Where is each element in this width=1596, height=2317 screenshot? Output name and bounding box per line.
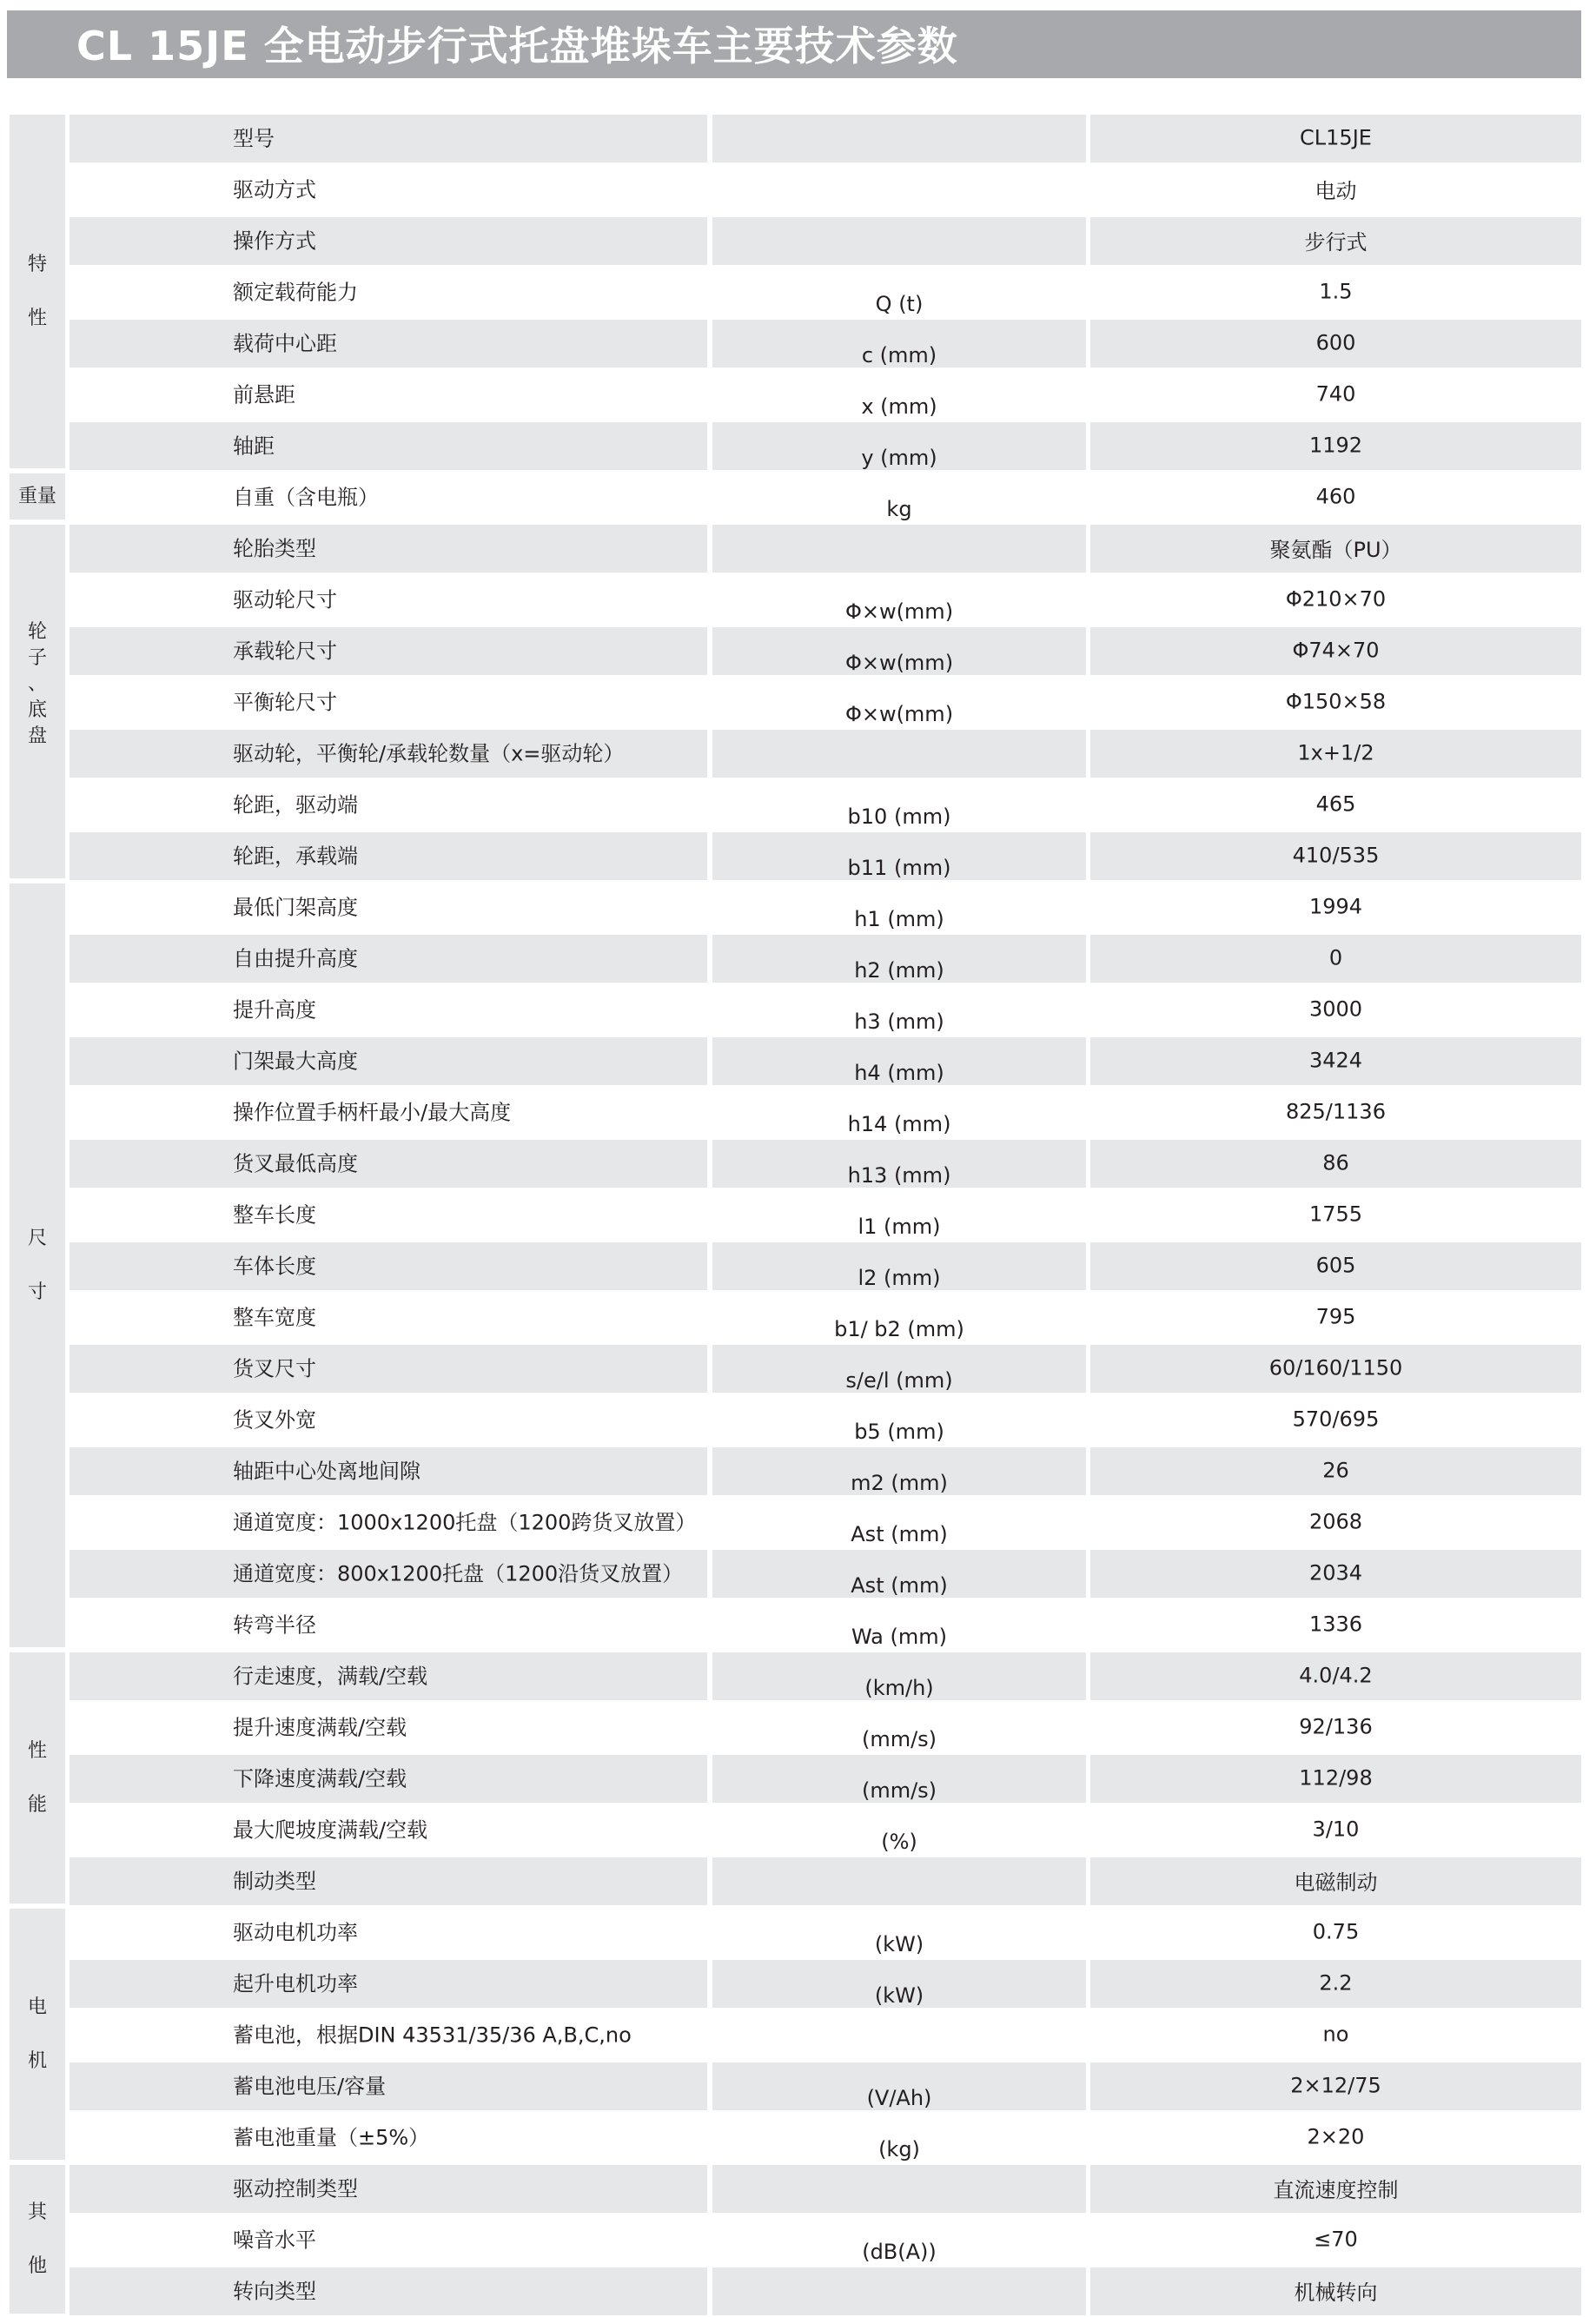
cell-background bbox=[70, 884, 707, 931]
param-unit: Ast (mm) bbox=[851, 1522, 948, 1546]
cell-background bbox=[70, 473, 707, 521]
param-name: 自重（含电瓶） bbox=[233, 485, 379, 510]
param-name: 制动类型 bbox=[233, 1869, 316, 1894]
param-name: 下降速度满载/空载 bbox=[233, 1766, 407, 1791]
param-name: 行走速度，满载/空载 bbox=[233, 1664, 428, 1689]
spec-row bbox=[70, 1497, 1581, 1548]
param-value: 1192 bbox=[1308, 433, 1363, 458]
spec-row bbox=[70, 1189, 1581, 1241]
param-name: 提升速度满载/空载 bbox=[233, 1715, 407, 1740]
param-value: Φ210×70 bbox=[1285, 586, 1387, 612]
spec-row bbox=[70, 1599, 1581, 1651]
param-value: 4.0/4.2 bbox=[1299, 1663, 1373, 1688]
param-name: 门架最大高度 bbox=[233, 1049, 358, 1074]
cell-background bbox=[70, 627, 707, 675]
category-box bbox=[10, 115, 65, 468]
param-name: 轴距中心处离地间隙 bbox=[233, 1459, 421, 1484]
param-value: 2×12/75 bbox=[1290, 2073, 1381, 2098]
spec-row bbox=[70, 1548, 1581, 1599]
param-name: 整车长度 bbox=[233, 1202, 316, 1228]
param-unit: (km/h) bbox=[864, 1676, 934, 1700]
param-name: 承载轮尺寸 bbox=[233, 639, 337, 664]
param-value: 3000 bbox=[1308, 996, 1363, 1022]
spec-row bbox=[70, 2163, 1581, 2214]
cell-background bbox=[70, 1909, 707, 1956]
spec-row bbox=[70, 113, 1581, 164]
param-value: 410/535 bbox=[1292, 843, 1380, 868]
param-value: 电动 bbox=[1315, 178, 1357, 203]
param-value: 605 bbox=[1315, 1253, 1356, 1278]
spec-row bbox=[70, 1087, 1581, 1138]
cell-background bbox=[712, 2267, 1086, 2315]
spec-row bbox=[70, 574, 1581, 626]
cell-background bbox=[70, 986, 707, 1034]
param-unit: h14 (mm) bbox=[847, 1112, 951, 1136]
cell-background bbox=[70, 576, 707, 624]
param-value: 3/10 bbox=[1312, 1817, 1360, 1842]
cell-background bbox=[70, 320, 707, 367]
param-value: 2068 bbox=[1308, 1509, 1363, 1534]
cell-background bbox=[712, 2165, 1086, 2213]
category-label-char: 特 bbox=[27, 253, 47, 275]
spec-row bbox=[70, 1907, 1581, 1958]
param-value: 460 bbox=[1315, 484, 1356, 509]
category-box bbox=[10, 473, 65, 520]
spec-row bbox=[70, 318, 1581, 369]
param-name: 蓄电池，根据DIN 43531/35/36 A,B,C,no bbox=[233, 2022, 632, 2048]
param-unit: y (mm) bbox=[861, 446, 937, 470]
param-value: 1755 bbox=[1308, 1202, 1363, 1227]
cell-background bbox=[70, 115, 707, 162]
spec-row bbox=[70, 882, 1581, 933]
param-unit: h4 (mm) bbox=[854, 1061, 944, 1085]
param-value: 26 bbox=[1322, 1458, 1349, 1483]
param-name: 蓄电池电压/容量 bbox=[233, 2074, 387, 2099]
spec-row bbox=[70, 1804, 1581, 1856]
param-unit: kg bbox=[886, 497, 912, 521]
param-name: 车体长度 bbox=[233, 1254, 316, 1279]
cell-background bbox=[712, 1857, 1086, 1905]
cell-background bbox=[70, 371, 707, 419]
param-name: 驱动轮，平衡轮/承载轮数量（x=驱动轮） bbox=[233, 741, 625, 766]
param-name: 整车宽度 bbox=[233, 1305, 316, 1330]
param-unit: (kg) bbox=[878, 2137, 920, 2161]
param-unit: (mm/s) bbox=[861, 1778, 937, 1803]
param-name: 起升电机功率 bbox=[233, 1971, 358, 1996]
cell-background bbox=[70, 1140, 707, 1188]
category-box bbox=[10, 1909, 65, 2160]
spec-row bbox=[70, 1651, 1581, 1702]
param-name: 载荷中心距 bbox=[233, 331, 337, 356]
category-label-char: 他 bbox=[27, 2254, 47, 2277]
category-box bbox=[10, 884, 65, 1647]
param-value: 112/98 bbox=[1299, 1765, 1373, 1791]
category-label-char: 性 bbox=[27, 1739, 47, 1762]
param-value: 2034 bbox=[1308, 1560, 1363, 1585]
spec-row bbox=[70, 2266, 1581, 2317]
param-unit: x (mm) bbox=[861, 394, 937, 419]
spec-row bbox=[70, 2009, 1581, 2061]
param-unit: b1/ b2 (mm) bbox=[834, 1317, 964, 1341]
category-box bbox=[10, 1652, 65, 1903]
param-value: 2×20 bbox=[1307, 2124, 1365, 2149]
param-unit: (dB(A)) bbox=[862, 2240, 937, 2264]
cell-background bbox=[70, 2216, 707, 2264]
param-value: 0 bbox=[1328, 945, 1343, 970]
category-box bbox=[10, 525, 65, 878]
spec-row bbox=[70, 1958, 1581, 2009]
cell-background bbox=[712, 166, 1086, 214]
spec-row bbox=[70, 2061, 1581, 2112]
param-name: 货叉最低高度 bbox=[233, 1151, 358, 1176]
category-label-char: 机 bbox=[27, 2049, 47, 2072]
param-name: 最低门架高度 bbox=[233, 895, 358, 920]
param-name: 操作方式 bbox=[233, 228, 316, 254]
param-value: 795 bbox=[1315, 1304, 1356, 1329]
spec-row bbox=[70, 2214, 1581, 2266]
param-unit: c (mm) bbox=[861, 343, 937, 367]
param-unit: (kW) bbox=[874, 1983, 924, 2008]
cell-background bbox=[70, 781, 707, 829]
param-unit: m2 (mm) bbox=[851, 1471, 948, 1495]
param-unit: (%) bbox=[881, 1830, 917, 1854]
cell-background bbox=[70, 2165, 707, 2213]
param-name: 货叉尺寸 bbox=[233, 1356, 316, 1381]
param-value: 电磁制动 bbox=[1294, 1870, 1378, 1895]
cell-background bbox=[70, 2267, 707, 2315]
spec-row bbox=[70, 984, 1581, 1036]
category-label-char: 电 bbox=[27, 1996, 47, 2018]
cell-background bbox=[70, 1037, 707, 1085]
spec-row bbox=[70, 1138, 1581, 1189]
param-unit: s/e/l (mm) bbox=[845, 1368, 953, 1393]
param-name: 驱动轮尺寸 bbox=[233, 587, 337, 612]
cell-background bbox=[712, 217, 1086, 265]
param-name: 轴距 bbox=[233, 434, 275, 459]
category-label-char: 能 bbox=[27, 1793, 47, 1816]
param-unit: Wa (mm) bbox=[851, 1625, 947, 1649]
param-value: 465 bbox=[1315, 791, 1356, 817]
param-unit: Φ×w(mm) bbox=[844, 599, 954, 624]
category-box bbox=[10, 2165, 65, 2314]
param-unit: h1 (mm) bbox=[854, 907, 944, 931]
param-unit: b10 (mm) bbox=[847, 804, 951, 829]
param-value: 0.75 bbox=[1312, 1919, 1360, 1944]
param-value: Φ74×70 bbox=[1292, 638, 1380, 663]
param-value: 1994 bbox=[1308, 894, 1363, 919]
param-value: CL15JE bbox=[1300, 125, 1372, 150]
param-unit: b5 (mm) bbox=[854, 1420, 944, 1444]
cell-background bbox=[712, 115, 1086, 162]
cell-background bbox=[70, 832, 707, 880]
category-label-char: 盘 bbox=[27, 725, 47, 747]
param-value: Φ150×58 bbox=[1285, 689, 1387, 714]
param-value: 聚氨酯（PU） bbox=[1269, 537, 1402, 562]
spec-row bbox=[70, 626, 1581, 677]
cell-background bbox=[712, 525, 1086, 573]
param-name: 提升高度 bbox=[233, 997, 316, 1023]
param-name: 平衡轮尺寸 bbox=[233, 690, 337, 715]
cell-background bbox=[70, 1191, 707, 1239]
param-unit: h2 (mm) bbox=[854, 958, 944, 983]
param-value: ≤70 bbox=[1314, 2227, 1358, 2252]
spec-row bbox=[70, 215, 1581, 267]
spec-row bbox=[70, 933, 1581, 984]
cell-background bbox=[70, 268, 707, 316]
cell-background bbox=[70, 2062, 707, 2110]
param-unit: Φ×w(mm) bbox=[844, 702, 954, 726]
category-label-char: 、 bbox=[27, 672, 47, 695]
param-value: 825/1136 bbox=[1286, 1099, 1386, 1124]
spec-row bbox=[70, 164, 1581, 215]
param-value: 直流速度控制 bbox=[1273, 2177, 1399, 2202]
cell-background bbox=[70, 217, 707, 265]
param-name: 轮距，驱动端 bbox=[233, 792, 358, 818]
param-unit: b11 (mm) bbox=[847, 856, 951, 880]
spec-row bbox=[70, 420, 1581, 472]
param-name: 额定载荷能力 bbox=[233, 280, 358, 305]
cell-background bbox=[712, 730, 1086, 778]
category-label-char: 重量 bbox=[17, 485, 56, 507]
spec-row bbox=[70, 677, 1581, 728]
param-value: 步行式 bbox=[1304, 229, 1368, 255]
param-value: 740 bbox=[1315, 381, 1356, 407]
spec-row bbox=[70, 1856, 1581, 1907]
cell-background bbox=[70, 525, 707, 573]
param-name: 通道宽度：1000x1200托盘（1200跨货叉放置） bbox=[233, 1510, 697, 1535]
spec-row bbox=[70, 779, 1581, 831]
param-value: 600 bbox=[1315, 330, 1356, 355]
param-name: 最大爬坡度满载/空载 bbox=[233, 1817, 428, 1843]
param-name: 型号 bbox=[233, 126, 275, 151]
spec-row bbox=[70, 1036, 1581, 1087]
category-label-char: 轮 bbox=[27, 620, 47, 643]
param-unit: Ast (mm) bbox=[851, 1573, 948, 1598]
param-value: 92/136 bbox=[1299, 1714, 1373, 1739]
param-value: 86 bbox=[1322, 1150, 1349, 1175]
spec-row bbox=[70, 1343, 1581, 1394]
param-name: 轮距，承载端 bbox=[233, 844, 358, 869]
param-name: 驱动控制类型 bbox=[233, 2176, 358, 2201]
spec-row bbox=[70, 831, 1581, 882]
param-unit: l2 (mm) bbox=[858, 1266, 941, 1290]
param-value: 1x+1/2 bbox=[1297, 740, 1374, 765]
param-unit: (mm/s) bbox=[861, 1727, 937, 1751]
spec-row bbox=[70, 1394, 1581, 1446]
param-value: 2.2 bbox=[1319, 1970, 1353, 1996]
spec-row bbox=[70, 728, 1581, 779]
param-value: 机械转向 bbox=[1294, 2280, 1378, 2305]
param-value: 1336 bbox=[1308, 1612, 1363, 1637]
category-label-char: 寸 bbox=[27, 1281, 47, 1303]
spec-row bbox=[70, 369, 1581, 420]
category-label-char: 性 bbox=[27, 307, 47, 329]
param-name: 自由提升高度 bbox=[233, 946, 358, 971]
cell-background bbox=[70, 1857, 707, 1905]
spec-row bbox=[70, 472, 1581, 523]
param-value: no bbox=[1322, 2022, 1349, 2047]
spec-row bbox=[70, 267, 1581, 318]
param-name: 驱动方式 bbox=[233, 177, 316, 202]
param-name: 转向类型 bbox=[233, 2279, 316, 2304]
cell-background bbox=[70, 1601, 707, 1649]
cell-background bbox=[70, 1242, 707, 1290]
page-title: CL 15JE 全电动步行式托盘堆垛车主要技术参数 bbox=[76, 23, 958, 70]
cell-background bbox=[70, 422, 707, 470]
param-unit: Φ×w(mm) bbox=[844, 651, 954, 675]
category-label-char: 底 bbox=[27, 698, 47, 721]
param-name: 前悬距 bbox=[233, 382, 295, 407]
category-label-char: 尺 bbox=[27, 1227, 47, 1249]
cell-background bbox=[70, 1960, 707, 2008]
cell-background bbox=[70, 679, 707, 726]
param-name: 货叉外宽 bbox=[233, 1407, 316, 1433]
spec-row bbox=[70, 1753, 1581, 1804]
category-label-char: 其 bbox=[27, 2201, 47, 2223]
spec-row bbox=[70, 1702, 1581, 1753]
param-unit: h13 (mm) bbox=[847, 1163, 951, 1188]
param-value: 60/160/1150 bbox=[1268, 1355, 1403, 1380]
category-label-char: 子 bbox=[27, 646, 47, 669]
cell-background bbox=[712, 2011, 1086, 2059]
param-name: 噪音水平 bbox=[233, 2228, 316, 2253]
param-unit: l1 (mm) bbox=[858, 1215, 941, 1239]
param-name: 转弯半径 bbox=[233, 1612, 316, 1638]
spec-row bbox=[70, 1446, 1581, 1497]
cell-background bbox=[70, 1294, 707, 1341]
param-value: 1.5 bbox=[1319, 279, 1353, 304]
cell-background bbox=[70, 1345, 707, 1393]
param-name: 驱动电机功率 bbox=[233, 1920, 358, 1945]
param-unit: h3 (mm) bbox=[854, 1010, 944, 1034]
cell-background bbox=[70, 935, 707, 983]
cell-background bbox=[70, 1396, 707, 1444]
spec-row bbox=[70, 1292, 1581, 1343]
param-name: 蓄电池重量（±5%） bbox=[233, 2125, 430, 2150]
param-unit: (V/Ah) bbox=[866, 2086, 932, 2110]
param-value: 570/695 bbox=[1292, 1407, 1380, 1432]
param-name: 操作位置手柄杆最小/最大高度 bbox=[233, 1100, 512, 1125]
cell-background bbox=[70, 166, 707, 214]
param-unit: Q (t) bbox=[875, 292, 924, 316]
param-name: 轮胎类型 bbox=[233, 536, 316, 561]
param-value: 3424 bbox=[1308, 1048, 1363, 1073]
spec-row bbox=[70, 1241, 1581, 1292]
spec-row bbox=[70, 523, 1581, 574]
spec-row bbox=[70, 2112, 1581, 2163]
param-name: 通道宽度：800x1200托盘（1200沿货叉放置） bbox=[233, 1561, 684, 1586]
param-unit: (kW) bbox=[874, 1932, 924, 1956]
